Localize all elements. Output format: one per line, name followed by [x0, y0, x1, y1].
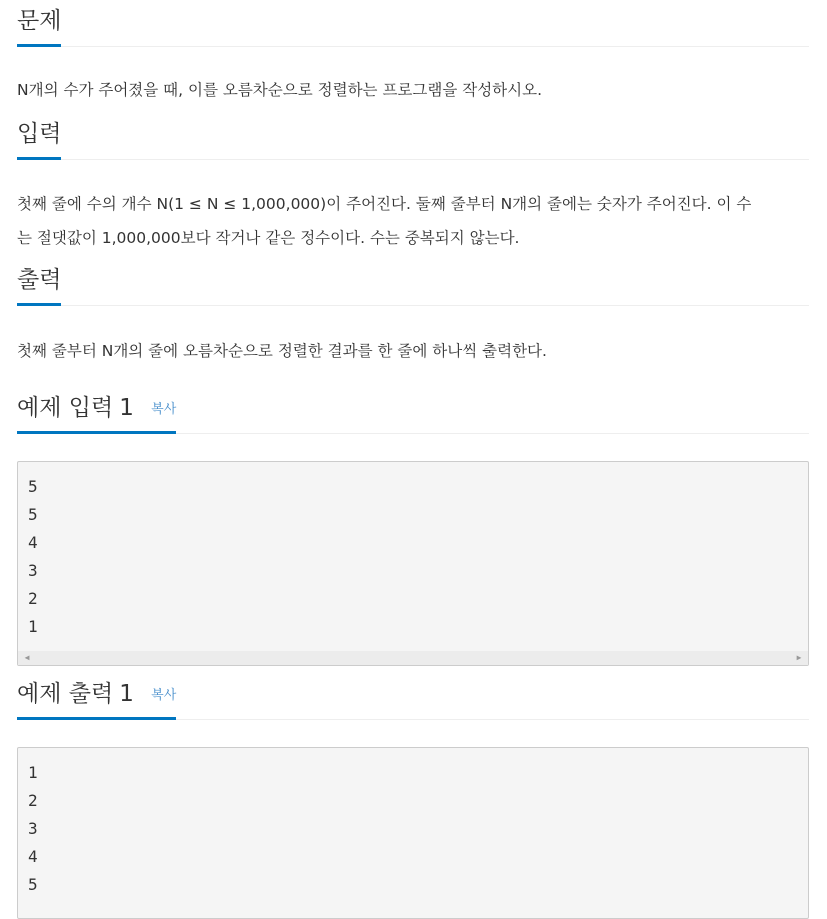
sample-input-line: 2 — [28, 589, 38, 608]
scroll-left-arrow-icon[interactable]: ◀ — [24, 653, 30, 662]
sample-input-line: 1 — [28, 617, 38, 636]
input-section-header — [17, 113, 809, 160]
sample-output-header — [17, 673, 809, 720]
sample-output-copy-button[interactable]: 복사 — [151, 688, 177, 703]
input-description-line-1: 첫째 줄에 수의 개수 N(1 ≤ N ≤ 1,000,000)이 주어진다. 둘째 줄부터 N개의 줄에는 숫자가 주어진다. 이 수 — [17, 195, 752, 213]
output-title: 출력 — [17, 259, 61, 306]
output-description: 첫째 줄부터 N개의 줄에 오름차순으로 정렬한 결과를 한 줄에 하나씩 출력한다. — [17, 342, 547, 360]
problem-description: N개의 수가 주어졌을 때, 이를 오름차순으로 정렬하는 프로그램을 작성하시오. — [17, 81, 543, 99]
sample-output-number: 1 — [119, 681, 134, 707]
sample-output-line: 5 — [28, 875, 38, 894]
problem-title: 문제 — [17, 0, 61, 47]
sample-output-line: 3 — [28, 819, 38, 838]
problem-section-header — [17, 0, 809, 47]
sample-output-line: 1 — [28, 763, 38, 782]
horizontal-scrollbar[interactable] — [18, 651, 808, 665]
input-description-line-2: 는 절댓값이 1,000,000보다 작거나 같은 정수이다. 수는 중복되지 않는다. — [17, 229, 520, 247]
sample-input-line: 5 — [28, 477, 38, 496]
scroll-right-arrow-icon[interactable]: ▶ — [796, 653, 802, 662]
sample-input-number: 1 — [119, 395, 134, 421]
sample-input-title: 예제 입력 — [17, 395, 114, 421]
sample-input-line: 5 — [28, 505, 38, 524]
input-title: 입력 — [17, 113, 61, 160]
output-section-header — [17, 259, 809, 306]
sample-input-copy-button[interactable]: 복사 — [151, 402, 177, 417]
sample-input-box[interactable] — [17, 461, 809, 666]
sample-input-header — [17, 387, 809, 434]
sample-input-line: 3 — [28, 561, 38, 580]
sample-output-line: 2 — [28, 791, 38, 810]
sample-output-line: 4 — [28, 847, 38, 866]
sample-output-title: 예제 출력 — [17, 681, 114, 707]
sample-input-line: 4 — [28, 533, 38, 552]
sample-output-box[interactable] — [17, 747, 809, 919]
